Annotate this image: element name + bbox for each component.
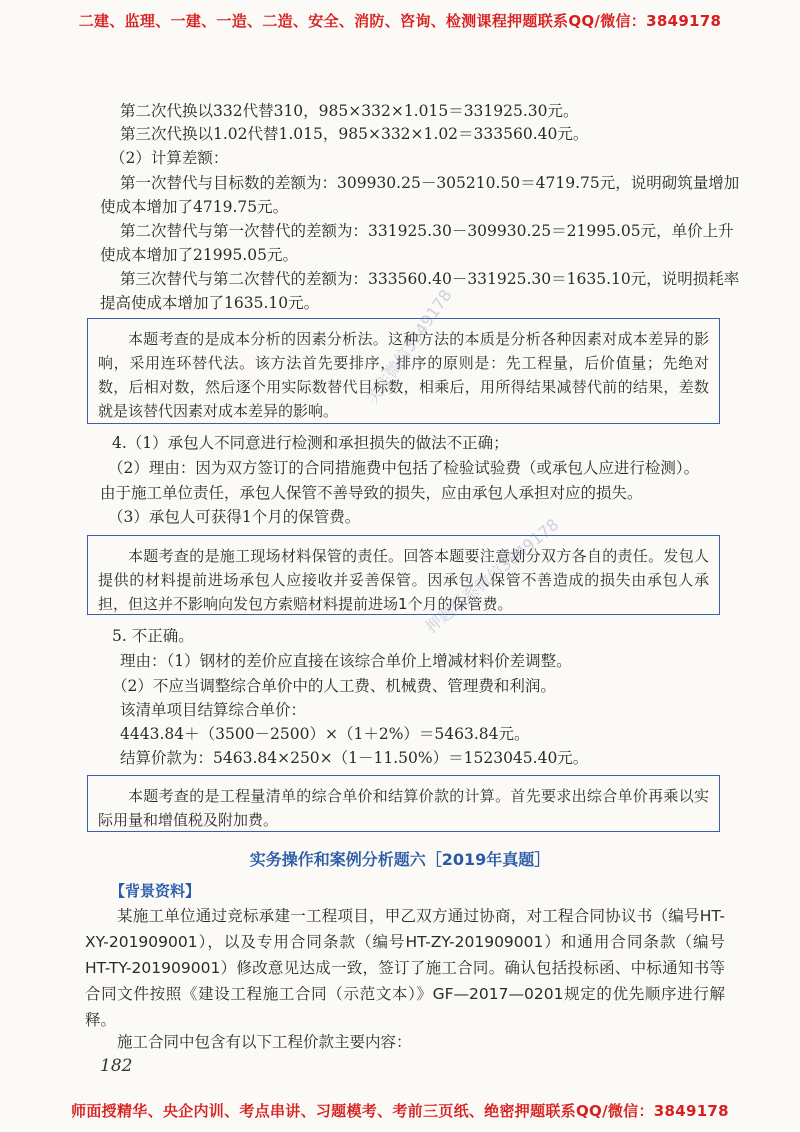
- analysis-box-1: 本题考查的是成本分析的因素分析法。这种方法的本质是分析各种因素对成本差异的影响，采用连环替代法。该方法首先要排序，排序的原则是：先工程量，后价值量；先绝对数，后相对数，然后逐个用实际数替代目标数，相乘后，用所得结果减替代前的结果，差数就是该替代因素对成本差异的影响。: [87, 318, 720, 424]
- footer-banner: 师面授精华、央企内训、考点串讲、习题模考、考前三页纸、绝密押题联系QQ/微信：3849178: [71, 1102, 729, 1120]
- answer-line: 由于施工单位责任，承包人保管不善导致的损失，应由承包人承担对应的损失。: [100, 484, 643, 502]
- answer-line: 4.（1）承包人不同意进行检测和承担损失的做法不正确；: [112, 434, 509, 452]
- calc-line: 提高使成本增加了1635.10元。: [100, 294, 320, 312]
- answer-line: 该清单项目结算综合单价：: [120, 701, 307, 719]
- section-title: 实务操作和案例分析题六［2019年真题］: [249, 850, 551, 869]
- answer-line: （2）理由：因为双方签订的合同措施费中包括了检验试验费（或承包人应进行检测）。: [108, 459, 700, 477]
- calc-line: 使成本增加了21995.05元。: [100, 246, 298, 264]
- answer-line: （3）承包人可获得1个月的保管费。: [108, 508, 361, 526]
- watermark: 关注微信3849178: [362, 285, 456, 408]
- calc-line: 第二次替代与第一次替代的差额为：331925.30－309930.25＝21995.05元，单价上升: [120, 222, 734, 240]
- background-paragraph: 施工合同中包含有以下工程价款主要内容：: [117, 1033, 412, 1051]
- calc-line: 使成本增加了4719.75元。: [100, 198, 289, 216]
- answer-line: 5. 不正确。: [112, 627, 194, 645]
- calc-line: 第三次代换以1.02代替1.015，985×332×1.02＝333560.40元。: [120, 125, 589, 143]
- calc-line: 第三次替代与第二次替代的差额为：333560.40－331925.30＝1635.10元，说明损耗率: [120, 270, 740, 288]
- answer-line: 结算价款为：5463.84×250×（1－11.50%）＝1523045.40元。: [120, 749, 589, 767]
- watermark: 押题联系微信3849178: [421, 514, 563, 637]
- calc-line: （2）计算差额：: [110, 149, 229, 167]
- page-number: 182: [100, 1056, 133, 1076]
- answer-line: 理由：（1）钢材的差价应直接在该综合单价上增减材料价差调整。: [120, 652, 572, 670]
- calc-line: 第一次替代与目标数的差额为：309930.25－305210.50＝4719.75元，说明砌筑量增加: [120, 174, 740, 192]
- background-paragraph: 某施工单位通过竞标承建一工程项目，甲乙双方通过协商，对工程合同协议书（编号HT-XY-201909001），以及专用合同条款（编号HT-ZY-201909001）和通用合同条款（编号HT-TY-201909001）修改意见达成一致，签订了施工合同。确认包括投标函、中标通知书等合同文件按照《建设工程施工合同（示范文本）》GF—2017—0201规定的优先顺序进行解释。: [85, 907, 725, 1029]
- analysis-box-3: 本题考查的是工程量清单的综合单价和结算价款的计算。首先要求出综合单价再乘以实际用量和增值税及附加费。: [87, 775, 720, 832]
- calc-line: 第二次代换以332代替310，985×332×1.015＝331925.30元。: [120, 102, 579, 120]
- background-label: 【背景资料】: [110, 882, 201, 900]
- header-banner: 二建、监理、一建、一造、二造、安全、消防、咨询、检测课程押题联系QQ/微信：3849178: [78, 12, 722, 30]
- answer-line: （2）不应当调整综合单价中的人工费、机械费、管理费和利润。: [112, 677, 556, 695]
- answer-line: 4443.84＋（3500－2500）×（1＋2%）＝5463.84元。: [120, 725, 530, 743]
- analysis-box-2: 本题考查的是施工现场材料保管的责任。回答本题要注意划分双方各自的责任。发包人提供的材料提前进场承包人应接收并妥善保管。因承包人保管不善造成的损失由承包人承担，但这并不影响向发包方索赔材料提前进场1个月的保管费。: [87, 535, 720, 615]
